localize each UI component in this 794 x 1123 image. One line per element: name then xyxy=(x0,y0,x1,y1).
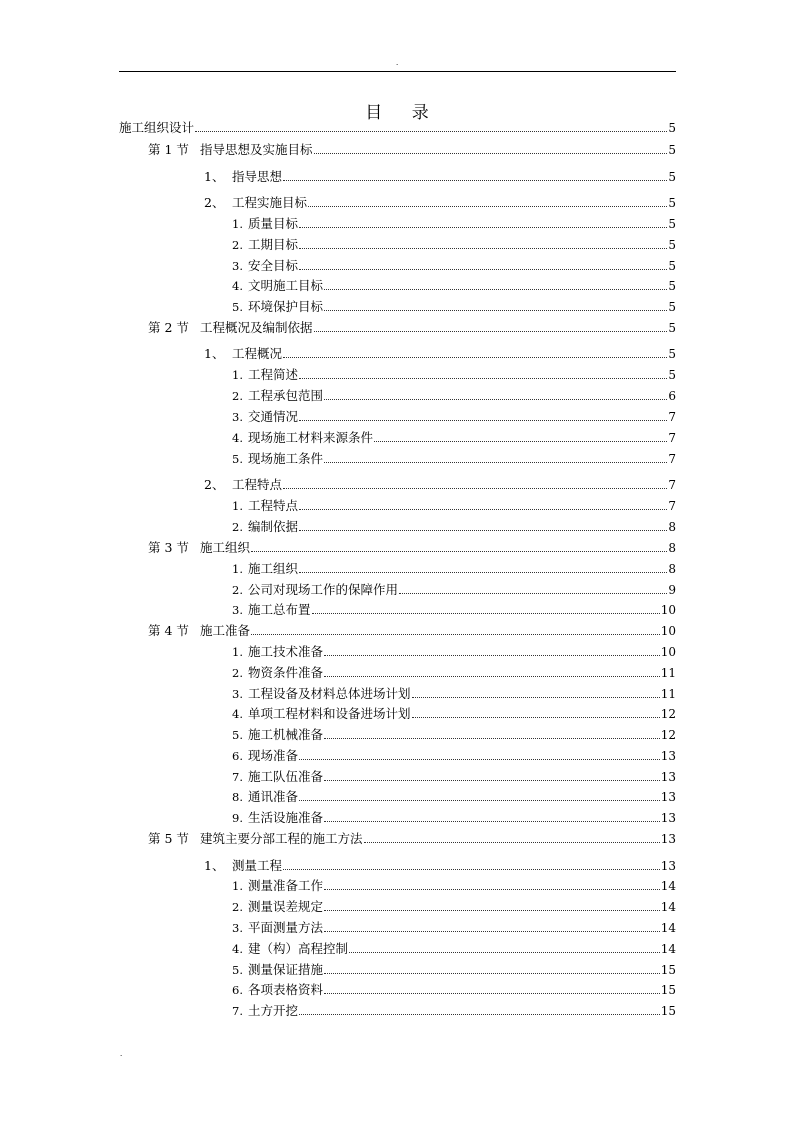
toc-page-number: 10 xyxy=(660,624,676,638)
toc-entry[interactable] xyxy=(0,622,676,638)
toc-entry-title: 通讯准备 xyxy=(248,789,299,804)
toc-entry-title: 测量准备工作 xyxy=(248,878,324,893)
toc-entry-title: 测量工程 xyxy=(232,858,283,873)
toc-page-number: 5 xyxy=(668,196,676,210)
toc-entry-title: 施工组织 xyxy=(248,561,299,576)
toc-dot-leader xyxy=(299,227,667,228)
toc-dot-leader xyxy=(299,1014,660,1015)
toc-entry-title: 工程设备及材料总体进场计划 xyxy=(248,686,411,701)
toc-entry-number: 5. xyxy=(232,963,243,977)
toc-entry[interactable] xyxy=(0,919,676,935)
toc-page-number: 7 xyxy=(668,452,676,466)
toc-dot-leader xyxy=(324,993,660,994)
toc-entry[interactable] xyxy=(0,497,676,513)
toc-entry-title: 工程概况 xyxy=(232,346,283,361)
toc-entry[interactable] xyxy=(0,560,676,576)
toc-entry-number: 3. xyxy=(232,410,243,424)
toc-entry-number: 7. xyxy=(232,1004,243,1018)
footer-mark: . xyxy=(120,1050,123,1058)
toc-page-number: 5 xyxy=(668,121,676,135)
toc-page-number: 10 xyxy=(660,603,676,617)
toc-page-number: 11 xyxy=(660,687,676,701)
toc-entry-number: 7. xyxy=(232,770,243,784)
toc-entry-title: 测量保证措施 xyxy=(248,962,324,977)
toc-page-number: 12 xyxy=(660,707,676,721)
toc-dot-leader xyxy=(324,676,660,677)
toc-entry-title: 工程简述 xyxy=(248,367,299,382)
toc-entry-title: 施工技术准备 xyxy=(248,644,324,659)
toc-page-number: 15 xyxy=(660,983,676,997)
toc-dot-leader xyxy=(299,800,660,801)
toc-page-number: 7 xyxy=(668,410,676,424)
toc-entry-number: 第 2 节 xyxy=(148,320,189,335)
toc-entry-number: 3. xyxy=(232,259,243,273)
toc-entry-number: 2. xyxy=(232,389,243,403)
toc-entry-number: 4. xyxy=(232,279,243,293)
toc-entry-number: 第 4 节 xyxy=(148,623,189,638)
toc-page-number: 14 xyxy=(660,900,676,914)
toc-entry[interactable] xyxy=(0,981,676,997)
toc-dot-leader xyxy=(349,952,660,953)
toc-page-number: 14 xyxy=(660,921,676,935)
toc-page-number: 5 xyxy=(668,143,676,157)
toc-title: 目 录 xyxy=(365,103,441,123)
toc-entry[interactable] xyxy=(0,168,676,184)
toc-page-number: 6 xyxy=(668,389,676,403)
toc-page-number: 13 xyxy=(660,859,676,873)
toc-entry-title: 工程承包范围 xyxy=(248,388,324,403)
toc-entry-title: 施工准备 xyxy=(200,623,251,638)
toc-page-number: 5 xyxy=(668,279,676,293)
header-rule xyxy=(119,71,676,72)
toc-dot-leader xyxy=(283,357,667,358)
toc-entry[interactable] xyxy=(0,809,676,825)
toc-entry-number: 5. xyxy=(232,728,243,742)
toc-page-number: 8 xyxy=(668,520,676,534)
toc-dot-leader xyxy=(399,593,667,594)
toc-dot-leader xyxy=(308,206,667,207)
toc-entry-number: 1. xyxy=(232,368,243,382)
toc-dot-leader xyxy=(324,973,660,974)
toc-entry-number: 1、 xyxy=(204,858,225,873)
toc-dot-leader xyxy=(195,131,667,132)
header-mark: . xyxy=(396,59,399,67)
toc-dot-leader xyxy=(299,759,660,760)
toc-entry-title: 工期目标 xyxy=(248,237,299,252)
toc-dot-leader xyxy=(364,842,660,843)
toc-entry[interactable] xyxy=(0,429,676,445)
toc-entry-title: 平面测量方法 xyxy=(248,920,324,935)
toc-entry-title: 建（构）高程控制 xyxy=(248,941,349,956)
toc-entry[interactable] xyxy=(0,518,676,534)
toc-entry-number: 2. xyxy=(232,900,243,914)
toc-entry-title: 测量误差规定 xyxy=(248,899,324,914)
toc-page-number: 5 xyxy=(668,368,676,382)
toc-entry-number: 3. xyxy=(232,687,243,701)
toc-entry-number: 1. xyxy=(232,217,243,231)
toc-dot-leader xyxy=(412,717,660,718)
toc-page-number: 13 xyxy=(660,790,676,804)
toc-entry-number: 第 3 节 xyxy=(148,540,189,555)
toc-entry-number: 5. xyxy=(232,452,243,466)
toc-page-number: 5 xyxy=(668,321,676,335)
toc-entry[interactable] xyxy=(0,877,676,893)
toc-page-number: 7 xyxy=(668,431,676,445)
toc-dot-leader xyxy=(299,420,667,421)
toc-entry-number: 6. xyxy=(232,749,243,763)
toc-entry-title: 现场施工材料来源条件 xyxy=(248,430,374,445)
toc-entry[interactable] xyxy=(0,450,676,466)
toc-dot-leader xyxy=(324,399,667,400)
toc-entry[interactable] xyxy=(0,788,676,804)
toc-entry-title: 指导思想 xyxy=(232,169,283,184)
toc-page-number: 5 xyxy=(668,347,676,361)
toc-entry-number: 8. xyxy=(232,790,243,804)
toc-entry-number: 2. xyxy=(232,583,243,597)
toc-entry[interactable] xyxy=(0,961,676,977)
toc-entry-title: 施工组织设计 xyxy=(119,120,195,135)
toc-page-number: 13 xyxy=(660,832,676,846)
toc-entry-title: 安全目标 xyxy=(248,258,299,273)
toc-entry[interactable] xyxy=(0,408,676,424)
toc-entry-title: 指导思想及实施目标 xyxy=(200,142,313,157)
toc-dot-leader xyxy=(299,572,667,573)
toc-dot-leader xyxy=(324,931,660,932)
toc-dot-leader xyxy=(283,869,660,870)
toc-page-number: 10 xyxy=(660,645,676,659)
toc-dot-leader xyxy=(299,269,667,270)
toc-entry-title: 施工机械准备 xyxy=(248,727,324,742)
toc-entry-title: 工程特点 xyxy=(248,498,299,513)
toc-entry-number: 4. xyxy=(232,707,243,721)
toc-page-number: 8 xyxy=(668,562,676,576)
toc-entry-title: 工程特点 xyxy=(232,477,283,492)
toc-entry[interactable] xyxy=(0,664,676,680)
toc-dot-leader xyxy=(299,509,667,510)
toc-entry-title: 施工组织 xyxy=(200,540,251,555)
toc-entry-number: 1、 xyxy=(204,346,225,361)
toc-entry[interactable] xyxy=(0,940,676,956)
toc-entry-number: 1. xyxy=(232,645,243,659)
toc-entry[interactable] xyxy=(0,768,676,784)
toc-dot-leader xyxy=(324,462,667,463)
toc-entry-number: 1、 xyxy=(204,169,225,184)
toc-entry-title: 施工队伍准备 xyxy=(248,769,324,784)
toc-entry-number: 2、 xyxy=(204,195,225,210)
toc-entry-title: 交通情况 xyxy=(248,409,299,424)
toc-dot-leader xyxy=(324,910,660,911)
toc-entry-title: 单项工程材料和设备进场计划 xyxy=(248,706,411,721)
toc-dot-leader xyxy=(324,780,660,781)
toc-entry-title: 土方开挖 xyxy=(248,1003,299,1018)
toc-page-number: 11 xyxy=(660,666,676,680)
toc-page-number: 14 xyxy=(660,879,676,893)
toc-entry-number: 3. xyxy=(232,921,243,935)
toc-entry[interactable] xyxy=(0,215,676,231)
toc-dot-leader xyxy=(324,655,660,656)
toc-entry-title: 物资条件准备 xyxy=(248,665,324,680)
toc-dot-leader xyxy=(324,310,667,311)
toc-entry-number: 第 1 节 xyxy=(148,142,189,157)
toc-entry[interactable] xyxy=(0,1002,676,1018)
toc-dot-leader xyxy=(251,551,667,552)
toc-entry[interactable] xyxy=(0,898,676,914)
toc-entry-title: 施工总布置 xyxy=(248,602,311,617)
toc-entry-title: 现场施工条件 xyxy=(248,451,324,466)
toc-entry-number: 1. xyxy=(232,562,243,576)
toc-entry-number: 5. xyxy=(232,300,243,314)
toc-entry-number: 4. xyxy=(232,431,243,445)
toc-dot-leader xyxy=(314,153,668,154)
toc-entry[interactable] xyxy=(0,236,676,252)
toc-entry[interactable] xyxy=(0,141,676,157)
toc-entry-number: 2. xyxy=(232,666,243,680)
toc-entry[interactable] xyxy=(0,643,676,659)
toc-entry[interactable] xyxy=(0,366,676,382)
toc-entry[interactable] xyxy=(0,476,676,492)
toc-entry[interactable] xyxy=(0,277,676,293)
toc-page-number: 12 xyxy=(660,728,676,742)
toc-page-number: 5 xyxy=(668,217,676,231)
toc-entry-title: 公司对现场工作的保障作用 xyxy=(248,582,399,597)
toc-entry-number: 9. xyxy=(232,811,243,825)
toc-entry[interactable] xyxy=(0,830,676,846)
toc-dot-leader xyxy=(283,180,667,181)
toc-entry-number: 1. xyxy=(232,499,243,513)
toc-page-number: 5 xyxy=(668,259,676,273)
toc-dot-leader xyxy=(299,530,667,531)
toc-entry[interactable] xyxy=(0,539,676,555)
toc-entry[interactable] xyxy=(0,257,676,273)
toc-entry[interactable] xyxy=(0,685,676,701)
toc-entry-number: 第 5 节 xyxy=(148,831,189,846)
toc-entry-title: 工程概况及编制依据 xyxy=(200,320,313,335)
toc-dot-leader xyxy=(314,331,668,332)
toc-page-number: 5 xyxy=(668,238,676,252)
toc-entry-number: 4. xyxy=(232,942,243,956)
toc-entry[interactable] xyxy=(0,119,676,135)
toc-entry[interactable] xyxy=(0,581,676,597)
toc-entry[interactable] xyxy=(0,705,676,721)
toc-entry-number: 1. xyxy=(232,879,243,893)
toc-page-number: 7 xyxy=(668,478,676,492)
toc-entry[interactable] xyxy=(0,857,676,873)
toc-entry[interactable] xyxy=(0,726,676,742)
toc-dot-leader xyxy=(412,697,660,698)
toc-entry-title: 建筑主要分部工程的施工方法 xyxy=(200,831,363,846)
toc-page-number: 5 xyxy=(668,300,676,314)
toc-entry[interactable] xyxy=(0,747,676,763)
toc-entry-title: 生活设施准备 xyxy=(248,810,324,825)
toc-entry-number: 3. xyxy=(232,603,243,617)
toc-dot-leader xyxy=(283,488,667,489)
toc-page-number: 9 xyxy=(668,583,676,597)
toc-entry[interactable] xyxy=(0,298,676,314)
toc-dot-leader xyxy=(324,738,660,739)
toc-entry-number: 2、 xyxy=(204,477,225,492)
toc-page-number: 15 xyxy=(660,1004,676,1018)
toc-entry[interactable] xyxy=(0,319,676,335)
toc-entry[interactable] xyxy=(0,194,676,210)
toc-entry-title: 质量目标 xyxy=(248,216,299,231)
toc-dot-leader xyxy=(324,889,660,890)
toc-page-number: 13 xyxy=(660,811,676,825)
toc-entry[interactable] xyxy=(0,345,676,361)
toc-entry-number: 2. xyxy=(232,520,243,534)
toc-entry-title: 文明施工目标 xyxy=(248,278,324,293)
toc-entry-number: 6. xyxy=(232,983,243,997)
toc-dot-leader xyxy=(251,634,660,635)
toc-page-number: 13 xyxy=(660,749,676,763)
toc-page-number: 8 xyxy=(668,541,676,555)
toc-entry-number: 2. xyxy=(232,238,243,252)
toc-entry-title: 现场准备 xyxy=(248,748,299,763)
toc-dot-leader xyxy=(324,821,660,822)
toc-entry-title: 各项表格资料 xyxy=(248,982,324,997)
toc-entry-title: 环境保护目标 xyxy=(248,299,324,314)
toc-entry[interactable] xyxy=(0,387,676,403)
toc-dot-leader xyxy=(324,289,667,290)
toc-entry-title: 编制依据 xyxy=(248,519,299,534)
toc-entry[interactable] xyxy=(0,601,676,617)
toc-dot-leader xyxy=(374,441,667,442)
toc-dot-leader xyxy=(312,613,660,614)
toc-entry-title: 工程实施目标 xyxy=(232,195,308,210)
toc-page-number: 7 xyxy=(668,499,676,513)
toc-page-number: 15 xyxy=(660,963,676,977)
toc-page-number: 14 xyxy=(660,942,676,956)
toc-page-number: 13 xyxy=(660,770,676,784)
toc-dot-leader xyxy=(299,248,667,249)
toc-dot-leader xyxy=(299,378,667,379)
toc-page-number: 5 xyxy=(668,170,676,184)
